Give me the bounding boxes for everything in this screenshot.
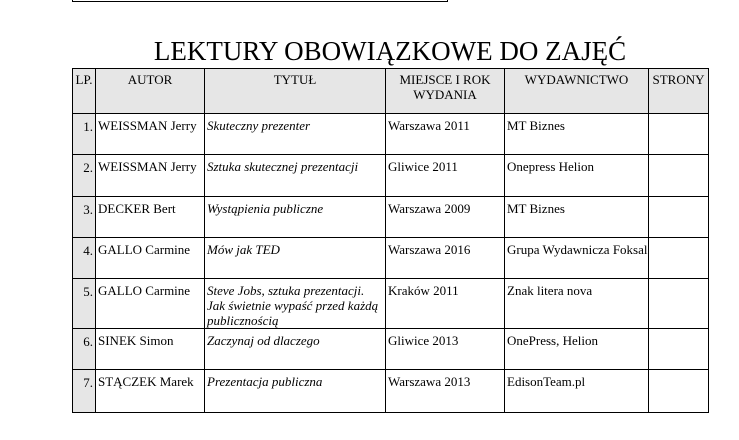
cell-miejsce: Gliwice 2013: [386, 329, 505, 370]
cell-strony: [649, 197, 709, 238]
cell-miejsce: Warszawa 2016: [386, 238, 505, 279]
cell-autor: WEISSMAN Jerry: [96, 155, 205, 197]
cell-wydawnictwo: Onepress Helion: [505, 155, 649, 197]
cell-lp: 3.: [73, 197, 96, 238]
cell-wydawnictwo: Znak litera nova: [505, 279, 649, 329]
cell-tytul: Wystąpienia publiczne: [205, 197, 386, 238]
cell-miejsce: Warszawa 2013: [386, 370, 505, 413]
cell-autor: GALLO Carmine: [96, 279, 205, 329]
table-row: [73, 197, 709, 238]
cell-miejsce: Warszawa 2009: [386, 197, 505, 238]
cell-wydawnictwo: Grupa Wydawnicza Foksal: [505, 238, 649, 279]
header-strony: STRONY: [649, 69, 709, 114]
cell-lp: 4.: [73, 238, 96, 279]
cell-tytul: Steve Jobs, sztuka prezentacji. Jak świetnie wypaść przed każdą publicznością: [205, 279, 386, 329]
cell-lp: 7.: [73, 370, 96, 413]
cell-wydawnictwo: MT Biznes: [505, 197, 649, 238]
cell-strony: [649, 155, 709, 197]
header-tytul: TYTUŁ: [205, 69, 386, 114]
cell-wydawnictwo: MT Biznes: [505, 114, 649, 155]
cell-tytul: Mów jak TED: [205, 238, 386, 279]
cell-autor: STĄCZEK Marek: [96, 370, 205, 413]
table-row: [73, 279, 709, 329]
table-row: [73, 370, 709, 413]
cell-strony: [649, 238, 709, 279]
cell-strony: [649, 114, 709, 155]
cell-tytul: Skuteczny prezenter: [205, 114, 386, 155]
table-row: [73, 329, 709, 370]
cell-miejsce: Gliwice 2011: [386, 155, 505, 197]
header-box-outline: [72, 0, 448, 2]
table-row: [73, 114, 709, 155]
cell-lp: 5.: [73, 279, 96, 329]
cell-autor: WEISSMAN Jerry: [96, 114, 205, 155]
cell-autor: SINEK Simon: [96, 329, 205, 370]
header-lp: LP.: [73, 69, 96, 114]
header-wydawnictwo: WYDAWNICTWO: [505, 69, 649, 114]
cell-autor: DECKER Bert: [96, 197, 205, 238]
document-title: LEKTURY OBOWIĄZKOWE DO ZAJĘĆ: [153, 36, 627, 66]
cell-strony: [649, 370, 709, 413]
cell-lp: 2.: [73, 155, 96, 197]
cell-autor: GALLO Carmine: [96, 238, 205, 279]
table-row: [73, 155, 709, 197]
cell-wydawnictwo: OnePress, Helion: [505, 329, 649, 370]
cell-tytul: Prezentacja publiczna: [205, 370, 386, 413]
table-row: [73, 238, 709, 279]
cell-tytul: Sztuka skutecznej prezentacji: [205, 155, 386, 197]
table-header-row: [73, 69, 709, 114]
header-autor: AUTOR: [96, 69, 205, 114]
cell-tytul: Zaczynaj od dlaczego: [205, 329, 386, 370]
reading-list-table: [72, 68, 709, 413]
header-miejsce: MIEJSCE I ROK WYDANIA: [386, 69, 505, 114]
cell-wydawnictwo: EdisonTeam.pl: [505, 370, 649, 413]
cell-miejsce: Warszawa 2011: [386, 114, 505, 155]
cell-strony: [649, 329, 709, 370]
cell-strony: [649, 279, 709, 329]
cell-lp: 6.: [73, 329, 96, 370]
cell-miejsce: Kraków 2011: [386, 279, 505, 329]
cell-lp: 1.: [73, 114, 96, 155]
